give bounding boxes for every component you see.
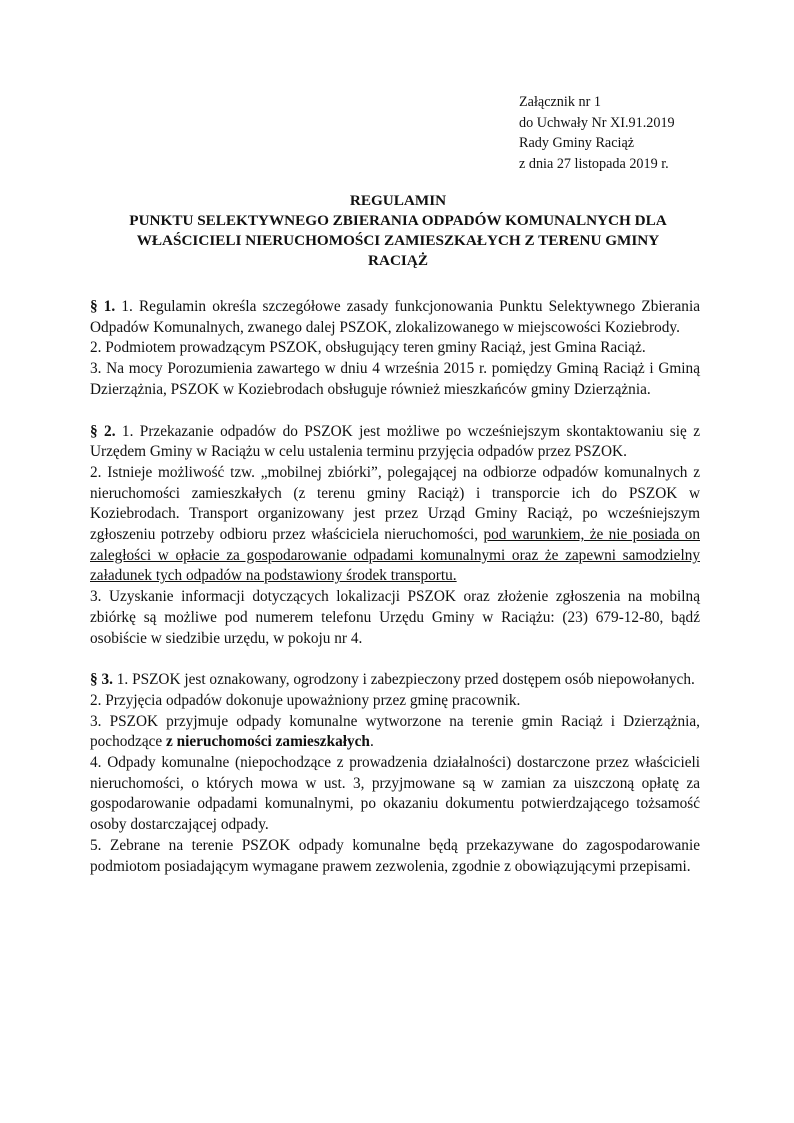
section-3-para-5: 5. Zebrane na terenie PSZOK odpady komunalne będą przekazywane do zagospodarowanie podmiotom posiadającym wymagane prawem zezwolenia, zgodnie z obowiązującymi przepisami. — [90, 836, 700, 875]
title-line: WŁAŚCICIELI NIERUCHOMOŚCI ZAMIESZKAŁYCH Z TERENU GMINY — [136, 232, 660, 249]
document-body — [90, 297, 700, 877]
title-line: PUNKTU SELEKTYWNEGO ZBIERANIA ODPADÓW KOMUNALNYCH DLA — [129, 212, 667, 229]
para-text: 2. Istnieje możliwość tzw. „mobilnej zbiórki”, polegającej na odbiorze odpadów komunalnych z nieruchomości zamieszkałych (z terenu gminy Raciąż) i transporcie ich do PSZOK w Koziebrodach. Transport organizowany jest przez Urząd Gminy Raciąż, po wcześniejszym zgłoszeniu potrzeby odbioru przez właściciela nieruchomości, — [90, 463, 700, 544]
attachment-header — [519, 92, 675, 174]
attachment-line: z dnia 27 listopada 2019 r. — [519, 155, 669, 172]
section-2-para-2 — [90, 463, 700, 587]
section-1-para-3: 3. Na mocy Porozumienia zawartego w dniu 4 września 2015 r. pomiędzy Gminą Raciąż i Gminą Dzierzążnia, PSZOK w Koziebrodach obsługuje również mieszkańców gminy Dzierzążnia. — [90, 360, 700, 398]
section-mark: § 1. — [90, 298, 116, 315]
section-3-para-2: 2. Przyjęcia odpadów dokonuje upoważniony przez gminę pracownik. — [90, 691, 521, 709]
para-text: 3. PSZOK przyjmuje odpady komunalne wytworzone na terenie gmin Raciąż i Dzierzążnia, pochodzące — [90, 712, 700, 751]
section-2-para-3: 3. Uzyskanie informacji dotyczących lokalizacji PSZOK oraz złożenie zgłoszenia na mobilną zbiórkę są możliwe pod numerem telefonu Urzędu Gminy w Raciążu: (23) 679-12-80, bądź osobiście w siedzibie urzędu, w pokoju nr 4. — [90, 588, 700, 647]
section-3-para-4: 4. Odpady komunalne (niepochodzące z prowadzenia działalności) dostarczone przez właścicieli nieruchomości, o których mowa w ust. 3, przyjmowane są w zamian za uiszczoną opłatę za gospodarowanie odpadami komunalnymi, po okazaniu dokumentu potwierdzającego tożsamość osoby dostarczającej odpady. — [90, 754, 700, 834]
spacer — [90, 649, 700, 670]
underlined-condition: pod warunkiem, że nie posiada on zaległości w opłacie za gospodarowanie odpadami komunalnymi oraz że zapewni samodzielny załadunek tych odpadów na podstawiony środek transportu. — [90, 526, 700, 585]
para-text: 1. Regulamin określa szczegółowe zasady funkcjonowania Punktu Selektywnego Zbierania Odpadów Komunalnych, zwanego dalej PSZOK, zlokalizowanego w miejscowości Koziebrody. — [90, 298, 700, 336]
section-1-para-1 — [90, 297, 700, 338]
section-mark: § 2. — [90, 422, 116, 440]
section-3-para-3 — [90, 712, 700, 753]
section-1-para-2: 2. Podmiotem prowadzącym PSZOK, obsługujący teren gminy Raciąż, jest Gmina Raciąż. — [90, 339, 646, 357]
attachment-line: do Uchwały Nr XI.91.2019 — [519, 114, 675, 131]
section-3-para-1 — [90, 670, 700, 691]
attachment-line: Rady Gminy Raciąż — [519, 135, 635, 151]
title-line: REGULAMIN — [349, 192, 447, 209]
section-2-para-1 — [90, 422, 700, 463]
section-mark: § 3. — [90, 671, 113, 689]
para-text: . — [369, 733, 374, 751]
para-text: 1. PSZOK jest oznakowany, ogrodzony i zabezpieczony przed dostępem osób niepowołanych. — [112, 671, 695, 689]
section-3 — [90, 670, 700, 877]
spacer — [90, 401, 700, 422]
bold-phrase: z nieruchomości zamieszkałych — [166, 733, 370, 751]
para-text: 1. Przekazanie odpadów do PSZOK jest możliwe po wcześniejszym skontaktowaniu się z Urzędem Gminy w Raciążu w celu ustalenia terminu przyjęcia odpadów przez PSZOK. — [90, 422, 700, 461]
document-title — [90, 191, 706, 271]
title-line: RACIĄŻ — [368, 252, 428, 269]
section-2 — [90, 422, 700, 650]
attachment-line: Załącznik nr 1 — [519, 94, 601, 110]
section-1 — [90, 297, 700, 401]
